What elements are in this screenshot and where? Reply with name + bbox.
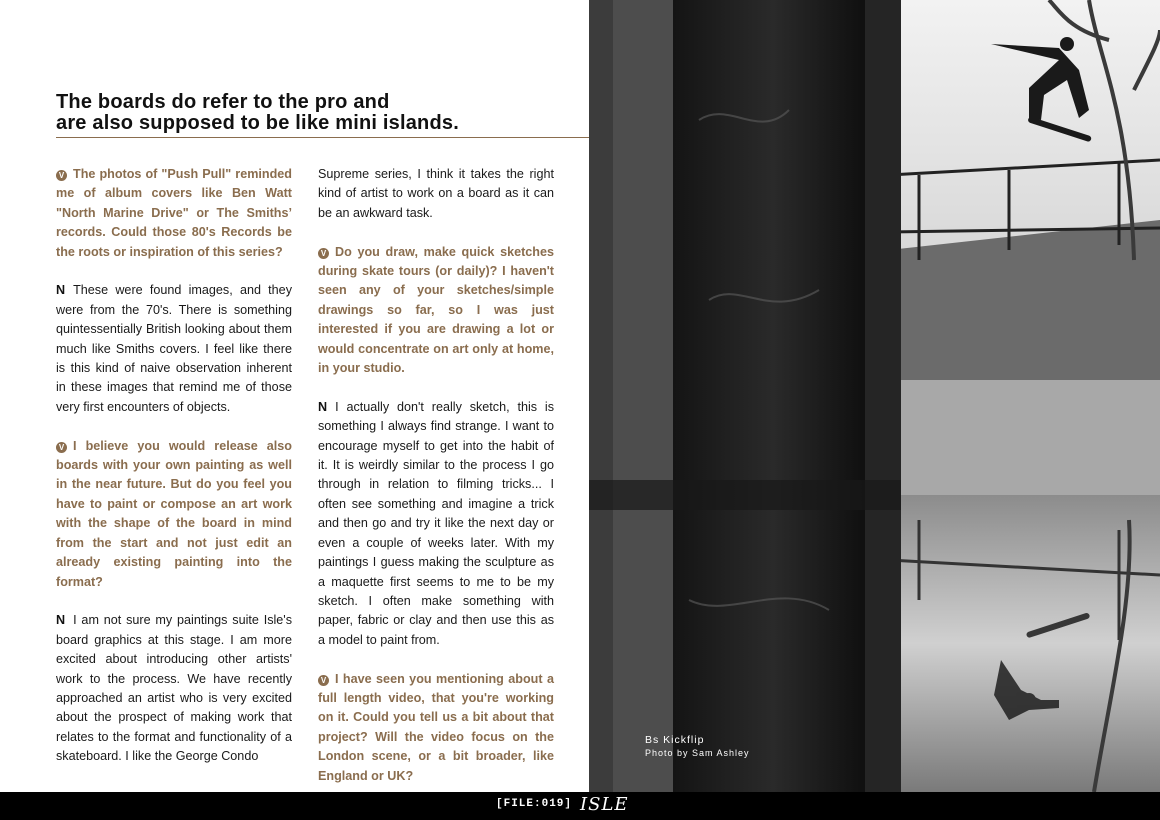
photo-caption xyxy=(645,734,750,759)
answer-mark: N xyxy=(56,613,66,628)
isle-logo: ISLE xyxy=(580,794,629,815)
answer-mark: N xyxy=(318,399,328,414)
continuation-paragraph: Supreme series, I think it takes the right kind of artist to work on a board as it can be an awkward task. xyxy=(318,167,554,220)
question-paragraph: V The photos of "Push Pull" reminded me of album covers like Ben Watt "North Marine Drive" or The Smiths’ records. Could those 80's Records be the roots or inspiration of this series? xyxy=(56,167,292,259)
answer-paragraph: N These were found images, and they were from the 70's. There is something quintessentially British looking about them much like Smiths covers. I feel like there is this kind of naive observation inherent in these images that remind me of those very first encounters of objects. xyxy=(56,283,292,414)
question-paragraph: V I believe you would release also boards with your own painting as well in the near future. But do you feel you have to paint or compose an art work with the shape of the board in mind from the start and not just edit an already existing painting into the format? xyxy=(56,438,292,589)
question-paragraph: V I have seen you mentioning about a full length video, that you're working on it. Could you tell us a bit about that project? Will the video focus on the London scene, or a bit broader, like England or UK? xyxy=(318,671,554,783)
question-badge-icon: V xyxy=(318,675,329,686)
skate-photo-illustration xyxy=(589,0,1160,792)
question-badge-icon: V xyxy=(56,442,67,453)
headline-line-2: are also supposed to be like mini islands. xyxy=(56,112,459,134)
caption-credit: Photo by Sam Ashley xyxy=(645,748,750,758)
headline-rule xyxy=(56,137,589,138)
question-badge-icon: V xyxy=(56,170,67,181)
answer-paragraph: N I actually don't really sketch, this is something I always find strange. I want to encourage myself to get into the habit of it. It is weirdly similar to the process I go through in relation to filming tricks... I often see something and imagine a trick and then go and try it like the next day or even a couple of weeks later. With my paintings I guess making the sculpture as a maquette first seems to me to be my sketch. I often make something with paper, fabric or clay and then use this as a model to paint from. xyxy=(318,399,554,647)
page-footer xyxy=(0,792,1160,820)
answer-mark: N xyxy=(56,283,66,298)
question-badge-icon: V xyxy=(318,248,329,259)
article-column-2 xyxy=(318,165,554,805)
article-column-1 xyxy=(56,165,292,786)
article-page xyxy=(0,0,589,792)
file-label: [FILE:019] xyxy=(496,798,573,810)
article-headline xyxy=(56,92,459,134)
skate-photo xyxy=(589,0,1160,792)
answer-paragraph: N I am not sure my paintings suite Isle's board graphics at this stage. I am more excited about introducing other artists' work to the process. We have recently approached an artist who is very excited about the prospect of making work that relates to the format and functionality of a skateboard. I like the George Condo xyxy=(56,613,292,764)
headline-line-1: The boards do refer to the pro and xyxy=(56,91,390,113)
question-paragraph: V Do you draw, make quick sketches during skate tours (or daily)? I haven't seen any of your sketches/simple drawings so far, so I was just interested if you are drawing a lot or would concentrate on art only at home, in your studio. xyxy=(318,244,554,376)
caption-title: Bs Kickflip xyxy=(645,734,705,746)
